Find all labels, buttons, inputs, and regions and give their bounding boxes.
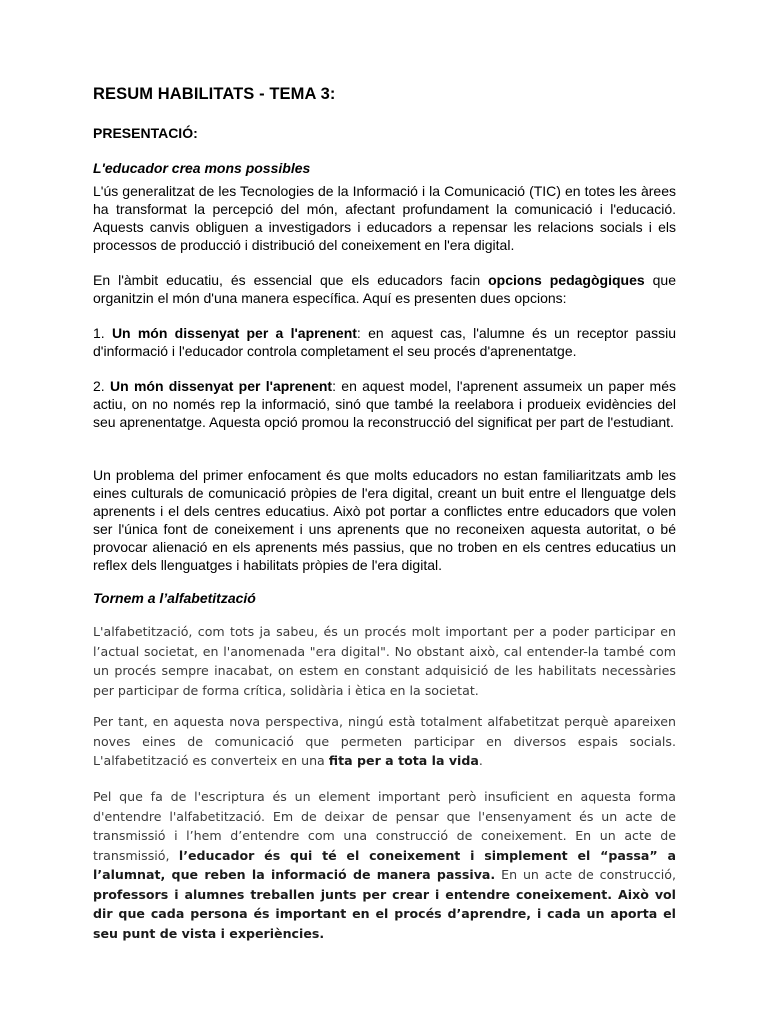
paragraph-escriptura xyxy=(93,787,676,943)
section-heading-presentacio: PRESENTACIÓ: xyxy=(93,125,198,141)
paragraph-perspectiva xyxy=(93,712,676,771)
emphasis-construccio: professors i alumnes treballen junts per crear i entendre coneixement. Això vol dir que cada persona és important en el procés d’aprendre, i cada un aporta el seu punt de vista i experiències. xyxy=(93,886,676,941)
text-run: . xyxy=(478,753,483,768)
paragraph-opcions xyxy=(93,271,676,307)
list-number: 1. xyxy=(93,325,112,341)
emphasis-opcions-pedagogiques: opcions pedagògiques xyxy=(488,272,645,288)
list-number: 2. xyxy=(93,378,110,394)
paragraph-option-1 xyxy=(93,324,676,360)
paragraph-tic: L'ús generalitzat de les Tecnologies de la Informació i la Comunicació (TIC) en totes les àrees ha transformat la percepció del món, afectant profundament la comunicació i l'educació. Aquests canvis obliguen a investigadors i educadors a repensar les relacions socials i els processos de producció i distribució del coneixement en l'era digital. xyxy=(93,183,676,253)
text-run: Per tant, en aquesta nova perspectiva, ningú està totalment alfabetitzat perquè apareixen noves eines de comunicació que permeten participar en diversos espais socials. L'alfabetització es converteix en una xyxy=(93,714,676,768)
emphasis-option-1: Un món dissenyat per a l'aprenent xyxy=(111,325,357,341)
subheading-alfabetitzacio: Tornem a l’alfabetització xyxy=(93,590,256,606)
paragraph-problema: Un problema del primer enfocament és que molts educadors no estan familiaritzats amb les eines culturals de comunicació pròpies de l'era digital, creant un buit entre el llenguatge dels aprenents i el dels centres educatius. Això pot portar a conflictes entre educadors que volen ser l'única font de coneixement i uns aprenents que no reconeixen aquesta autoritat, o bé provocar alienació en els aprenents més passius, que no troben en els centres educatius un reflex dels llenguatges i habilitats pròpies de l'era digital. xyxy=(93,467,676,573)
paragraph-alfabetitzacio: L'alfabetització, com tots ja sabeu, és un procés molt important per a poder participar en l’actual societat, en l'anomenada "era digital". No obstant això, cal entender-la també com un procés sempre inacabat, on estem en constant adquisició de les habilitats necessàries per participar de forma crítica, solidària i ètica en la societat. xyxy=(93,624,676,698)
text-run: : en aquest model, l'aprenent assumeix un paper més actiu, on no només rep la informació, sinó que també la reelabora i produeix evidències del seu aprenentatge. Aquesta opció promou la reconstrucció del significat per part de l'estudiant. xyxy=(93,378,676,430)
text-run: que organitzin el món d'una manera específica. Aquí es presenten dues opcions: xyxy=(93,272,676,306)
emphasis-fita: fita per a tota la vida xyxy=(328,753,479,768)
subheading-educador: L'educador crea mons possibles xyxy=(93,160,311,176)
text-run: Pel que fa de l'escriptura és un element important però insuficient en aquesta forma d'entendre l'alfabetització. Em de deixar de pensar que l'ensenyament és un acte de transmissió i l’hem d’entendre com una construcció de coneixement. En un acte de transmissió, xyxy=(93,789,676,863)
text-run: En l'àmbit educatiu, és essencial que els educadors facin xyxy=(93,272,489,288)
text-run: En un acte de construcció, xyxy=(495,867,676,882)
emphasis-transmissio: l’educador és qui té el coneixement i simplement el “passa” a l’alumnat, que reben la informació de manera passiva. xyxy=(93,847,676,882)
document-title: RESUM HABILITATS - TEMA 3: xyxy=(93,85,336,103)
paragraph-option-2 xyxy=(93,377,676,431)
emphasis-option-2: Un món dissenyat per l'aprenent xyxy=(109,378,333,394)
text-run: : en aquest cas, l'alumne és un receptor passiu d'informació i l'educador controla completament el seu procés d'aprenentatge. xyxy=(93,325,676,359)
